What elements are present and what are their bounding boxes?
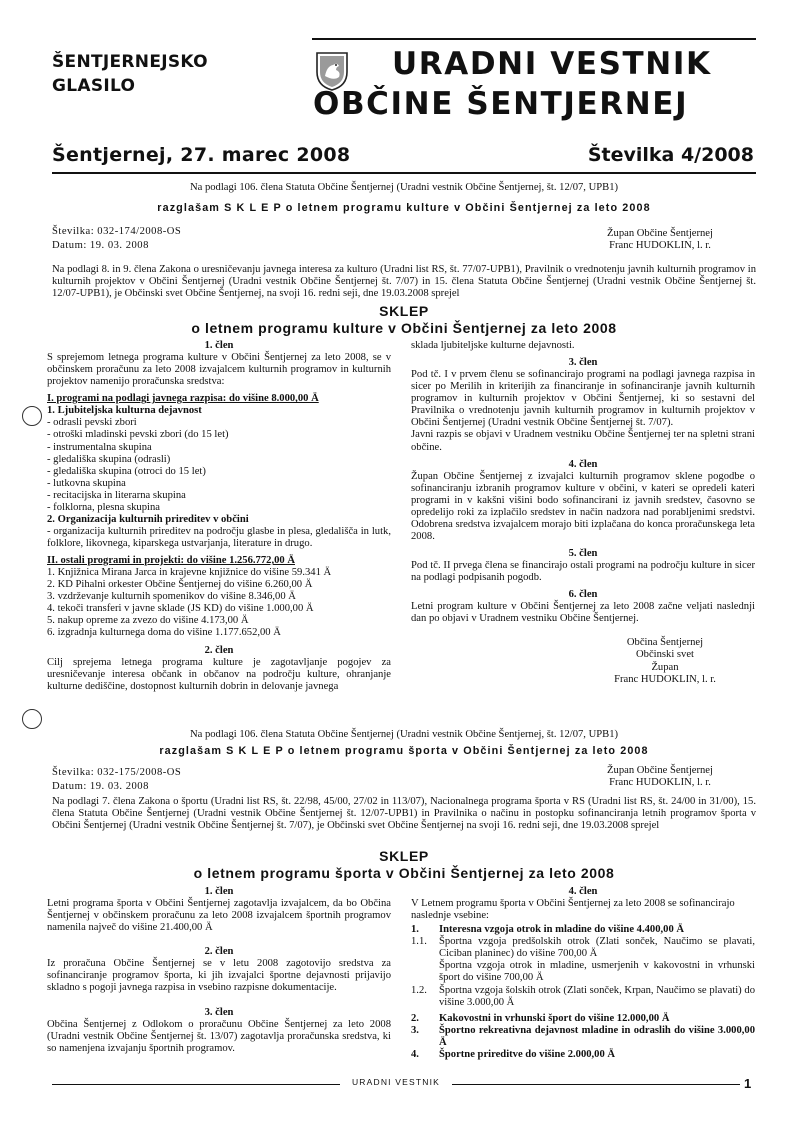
doc1-clen2-heading: 2. člen	[204, 644, 234, 656]
list-item: - odrasli pevski zbori	[47, 417, 137, 429]
doc1-stevilka: Številka: 032-174/2008-OS	[52, 226, 182, 237]
doc1-clen2-text: Cilj sprejema letnega programa kulture je zagotavljanje pogojev za uresničevanje interesa občank in občanov na področju kulture, ohranjanje kulturne dediščine, dostopnost kulturnih dobrin in delovanje javnega	[47, 656, 391, 692]
issue-rule	[52, 172, 756, 174]
doc2-clen2-text: Iz proračuna Občine Šentjernej se v letu 2008 zagotovijo sredstva za sofinanciranje programov športa, ki jih izvajalci športne dejavnosti prijavijo skladno s pogoji javnega razpisa in vsebino razpisne dokumentacije.	[47, 958, 391, 994]
doc1-signer-name: Franc HUDOKLIN, l. r.	[609, 240, 711, 252]
list-item: - otroški mladinski pevski zbori (do 15 let)	[47, 429, 229, 441]
doc2-datum: Datum: 19. 03. 2008	[52, 781, 149, 793]
binding-hole	[22, 406, 42, 426]
list-item-text: Športna vzgoja šolskih otrok (Zlati sonček, Krpan, Naučimo se plavati) do višine 3.000,00 Ä	[439, 984, 755, 1008]
publication-name-line2: GLASILO	[52, 76, 136, 96]
binding-hole	[22, 709, 42, 729]
doc2-preamble: Na podlagi 7. člena Zakona o športu (Uradni list RS, št. 22/98, 45/00, 27/02 in 113/07), Nacionalnega programa športa v RS (Uradni list RS, št. 24/00 in 31/00), 15. člena Statuta Občine Šentjernej (Uradni vestnik Občine Šentjernej št. 12/07-UPB1) in Pravilnika o načinu in postopku sofinanciranja letnih programov športa v Občini Šentjernej (Uradni vestnik Občine Šentjernej št. 7/07), je Občinski svet Občine Šentjernej na svoji 16. redni seji, dne 19.03.2008 sprejel	[52, 796, 756, 832]
page-number: 1	[744, 1076, 752, 1091]
doc1-clen3-text2: Javni razpis se objavi v Uradnem vestniku Občine Šentjernej ter na spletni strani občine.	[411, 429, 755, 453]
list-item	[411, 1049, 755, 1061]
doc1-program2-list	[47, 567, 391, 639]
doc2-program-list	[411, 924, 755, 1061]
doc1-program1-2-heading: 2. Organizacija kulturnih prireditev v občini	[47, 513, 249, 525]
doc2-left-column	[47, 886, 391, 1055]
list-item	[411, 1013, 755, 1025]
list-item: - lutkovna skupina	[47, 477, 126, 489]
list-item-number: 1.	[411, 924, 419, 936]
list-item-number: 4.	[411, 1048, 419, 1060]
doc2-clen3-heading: 3. člen	[204, 1006, 234, 1018]
doc1-clen3-heading: 3. člen	[568, 357, 598, 369]
title-line-2: OBČINE ŠENTJERNEJ	[313, 86, 689, 122]
list-item	[411, 960, 755, 984]
doc1-clen1-text: S sprejemom letnega programa kulture v Občini Šentjernej za leto 2008, se v občinskem proračunu za leto 2008 izvajalcem kulturnih programov in kulturnih projektov namenijo proračunska sredstva:	[47, 352, 391, 388]
list-item-number: 3.	[411, 1024, 419, 1036]
list-item	[411, 1025, 755, 1049]
doc1-right-column	[411, 340, 755, 686]
list-item: - gledališka skupina (odrasli)	[47, 453, 171, 465]
doc1-datum: Datum: 19. 03. 2008	[52, 240, 149, 252]
doc1-signature-line: Občina Šentjernej	[626, 637, 704, 649]
doc1-clen4-heading: 4. člen	[568, 458, 598, 470]
list-item-text: Športne prireditve do višine 2.000,00 Ä	[439, 1048, 616, 1060]
list-item: - folklorna, plesna skupina	[47, 501, 160, 513]
masthead-rule	[312, 38, 756, 40]
list-item	[411, 924, 755, 936]
doc1-clen6-heading: 6. člen	[568, 589, 598, 601]
list-item: 2. KD Pihalni orkester Občine Šentjernej do višine 6.260,00 Ä	[47, 579, 313, 591]
doc2-sklep-title: o letnem programu športa v Občini Šentjernej za leto 2008	[193, 865, 615, 881]
list-item-text: Kakovostni in vrhunski šport do višine 12.000,00 Ä	[439, 1012, 670, 1024]
list-item: 5. nakup opreme za zvezo do višine 4.173,00 Ä	[47, 615, 249, 627]
list-item: 6. izgradnja kulturnega doma do višine 1.177.652,00 Ä	[47, 627, 281, 639]
list-item-number: 2.	[411, 1012, 419, 1024]
list-item: - recitacijska in literarna skupina	[47, 489, 186, 501]
doc1-sklep-heading	[52, 303, 756, 337]
doc2-clen4-text: V Letnem programu športa v Občini Šentjernej za leto 2008 se sofinancirajo naslednje vsebine:	[411, 898, 735, 922]
list-item-text: Interesna vzgoja otrok in mladine do višine 4.400,00 Ä	[439, 924, 685, 936]
doc1-signature-line: Franc HUDOKLIN, l. r.	[614, 673, 716, 685]
doc2-signer-title: Župan Občine Šentjernej	[607, 765, 713, 776]
list-item: 4. tekoči transferi v javne sklade (JS KD) do višine 1.000,00 Ä	[47, 603, 314, 615]
doc2-right-column	[411, 886, 755, 1061]
list-item-number	[411, 960, 439, 984]
doc1-reference	[52, 226, 181, 252]
doc1-razglasam: razglašam S K L E P o letnem programu kulture v Občini Šentjernej za leto 2008	[157, 202, 651, 214]
doc1-left-column	[47, 340, 391, 693]
doc1-clen5-heading: 5. člen	[568, 548, 598, 559]
doc1-program1-list	[47, 417, 391, 514]
footer-label: URADNI VESTNIK	[351, 1077, 441, 1087]
doc1-preamble: Na podlagi 8. in 9. člena Zakona o uresničevanju javnega interesa za kulturo (Uradni list RS, št. 77/07-UPB1), Pravilnik o vrednotenju javnih kulturnih programov in kulturnih projektov v Občini Šentjernej (Uradni vestnik Občine Šentjernej št. 7/07) in 15. člena Statuta Občine Šentjernej (Uradni vestnik Občine Šentjernej št. 12/07-UPB1), je Občinski svet Občine Šentjernej, na svoji 16. redni seji, dne 19.03.2008 sprejel	[52, 264, 756, 300]
doc1-signer	[560, 228, 760, 252]
list-item-number: 1.1.	[411, 936, 427, 948]
doc2-reference	[52, 767, 181, 793]
doc2-clen2-heading: 2. člen	[204, 946, 234, 958]
doc2-clen3-text: Občina Šentjernej z Odlokom o proračunu Občine Šentjernej za leto 2008 (Uradni vestnik Občine Šentjernej št. 13/07) zagotavlja proračunska sredstva, ki so namenjena izvajanju športnih programov.	[47, 1018, 391, 1054]
list-item-number: 1.2.	[411, 984, 427, 996]
list-item: - gledališka skupina (otroci do 15 let)	[47, 465, 206, 477]
doc2-intro: Na podlagi 106. člena Statuta Občine Šentjernej (Uradni vestnik Občine Šentjernej, št. 12/07, UPB1)	[189, 729, 619, 740]
publication-name	[52, 50, 208, 98]
doc1-sklep-title: o letnem programu kulture v Občini Šentjernej za leto 2008	[191, 320, 617, 336]
doc1-sklep: SKLEP	[379, 303, 429, 319]
doc1-signature-line: Občinski svet	[636, 649, 694, 661]
doc2-razglasam: razglašam S K L E P o letnem programu športa v Občini Šentjernej za leto 2008	[159, 745, 649, 757]
list-item: 3. vzdrževanje kulturnih spomenikov do višine 8.346,00 Ä	[47, 591, 296, 603]
list-item: 1. Knjižnica Mirana Jarca in krajevne knjižnice do višine 59.341 Ä	[47, 567, 332, 579]
doc1-program2-heading: II. ostali programi in projekti: do višine 1.256.772,00 Ä	[47, 555, 295, 567]
doc1-signature-block	[575, 637, 755, 685]
title-line-1: URADNI VESTNIK	[392, 46, 712, 82]
doc1-clen1-heading: 1. člen	[204, 340, 234, 351]
doc2-sklep-heading	[52, 848, 756, 882]
doc1-signer-title: Župan Občine Šentjernej	[607, 228, 713, 239]
list-item	[411, 936, 755, 960]
doc1-clen3-text: Pod tč. I v prvem členu se sofinancirajo programi na podlagi javnega razpisa in sicer po Merilih in kriterijih za financiranje in sofinanciranje javnih kulturnih programov in kulturnih projektov v Občini Šentjernej, ki so sestavni del Pravilnika o vrednotenju javnih kulturnih programov in kulturnih projektov v Občini Šentjernej (Uradni vestnik Občine Šentjernej št. 7/07).	[411, 369, 755, 429]
doc1-clen2-continued: sklada ljubiteljske kulturne dejavnosti.	[411, 340, 575, 351]
list-item-text: Športna vzgoja predšolskih otrok (Zlati sonček, Naučimo se plavati, Ciciban planinec) do višine 700,00 Ä	[439, 936, 755, 960]
doc1-program1-1-heading: 1. Ljubiteljska kulturna dejavnost	[47, 405, 202, 417]
footer-rule	[52, 1084, 340, 1085]
issue-date: Šentjernej, 27. marec 2008	[52, 144, 351, 166]
list-item-text: Športno rekreativna dejavnost mladine in odraslih do višine 3.000,00 Ä	[439, 1024, 755, 1048]
issue-number: Številka 4/2008	[587, 144, 754, 166]
doc2-stevilka: Številka: 032-175/2008-OS	[52, 767, 182, 778]
list-item: - instrumentalna skupina	[47, 441, 152, 453]
list-item-text: Športna vzgoja otrok in mladine, usmerjenih v kakovostni in vrhunski šport do višine 700,00 Ä	[439, 960, 755, 984]
doc2-clen4-heading: 4. člen	[568, 886, 598, 897]
doc2-clen1-text: Letni programa športa v Občini Šentjernej zagotavlja izvajalcem, da bo Občina Šentjernej v občinskem proračunu za leto 2008 izvajalcem športnih programov namenila največ do višine 21.400,00 Ä	[47, 898, 391, 934]
doc1-clen4-text: Župan Občine Šentjernej z izvajalci kulturnih programov sklene pogodbe o sofinanciranju izbranih programov kulture v občini, v kateri se opredeli kateri programi in v kakšni višini bodo sofinancirani iz javnih sredstev, časovno se opredelijo roki za izplačilo sredstev in način nadzora nad porabljenimi sredstvi. Odobrena sredstva izvajalcem morajo biti izplačana do konca proračunskega leta 2008.	[411, 470, 755, 542]
list-item	[411, 985, 755, 1009]
doc1-clen6-text: Letni program kulture v Občini Šentjernej za leto 2008 začne veljati naslednji dan po objavi v Uradnem vestniku Občine Šentjernej.	[411, 601, 755, 625]
doc2-signer-name: Franc HUDOKLIN, l. r.	[609, 777, 711, 789]
doc1-intro: Na podlagi 106. člena Statuta Občine Šentjernej (Uradni vestnik Občine Šentjernej, št. 12/07, UPB1)	[189, 182, 619, 193]
doc1-signature-line: Župan	[651, 661, 679, 673]
doc2-clen1-heading: 1. člen	[204, 886, 234, 897]
doc1-program1-2-text: - organizacija kulturnih prireditev na področju glasbe in plesa, gledališča in lutk, folklore, likovnega, kiparskega ustvarjanja, literature in drugo.	[47, 525, 391, 549]
doc1-clen5-text: Pod tč. II prvega člena se financirajo ostali programi na področju kulture in sicer na podlagi podpisanih pogodb.	[411, 560, 755, 584]
footer-rule	[452, 1084, 740, 1085]
doc2-signer	[560, 765, 760, 789]
doc1-program1-heading: I. programi na podlagi javnega razpisa: do višine 8.000,00 Ä	[47, 393, 319, 405]
publication-name-line1: ŠENTJERNEJSKO	[52, 52, 208, 72]
doc2-sklep: SKLEP	[379, 848, 429, 864]
